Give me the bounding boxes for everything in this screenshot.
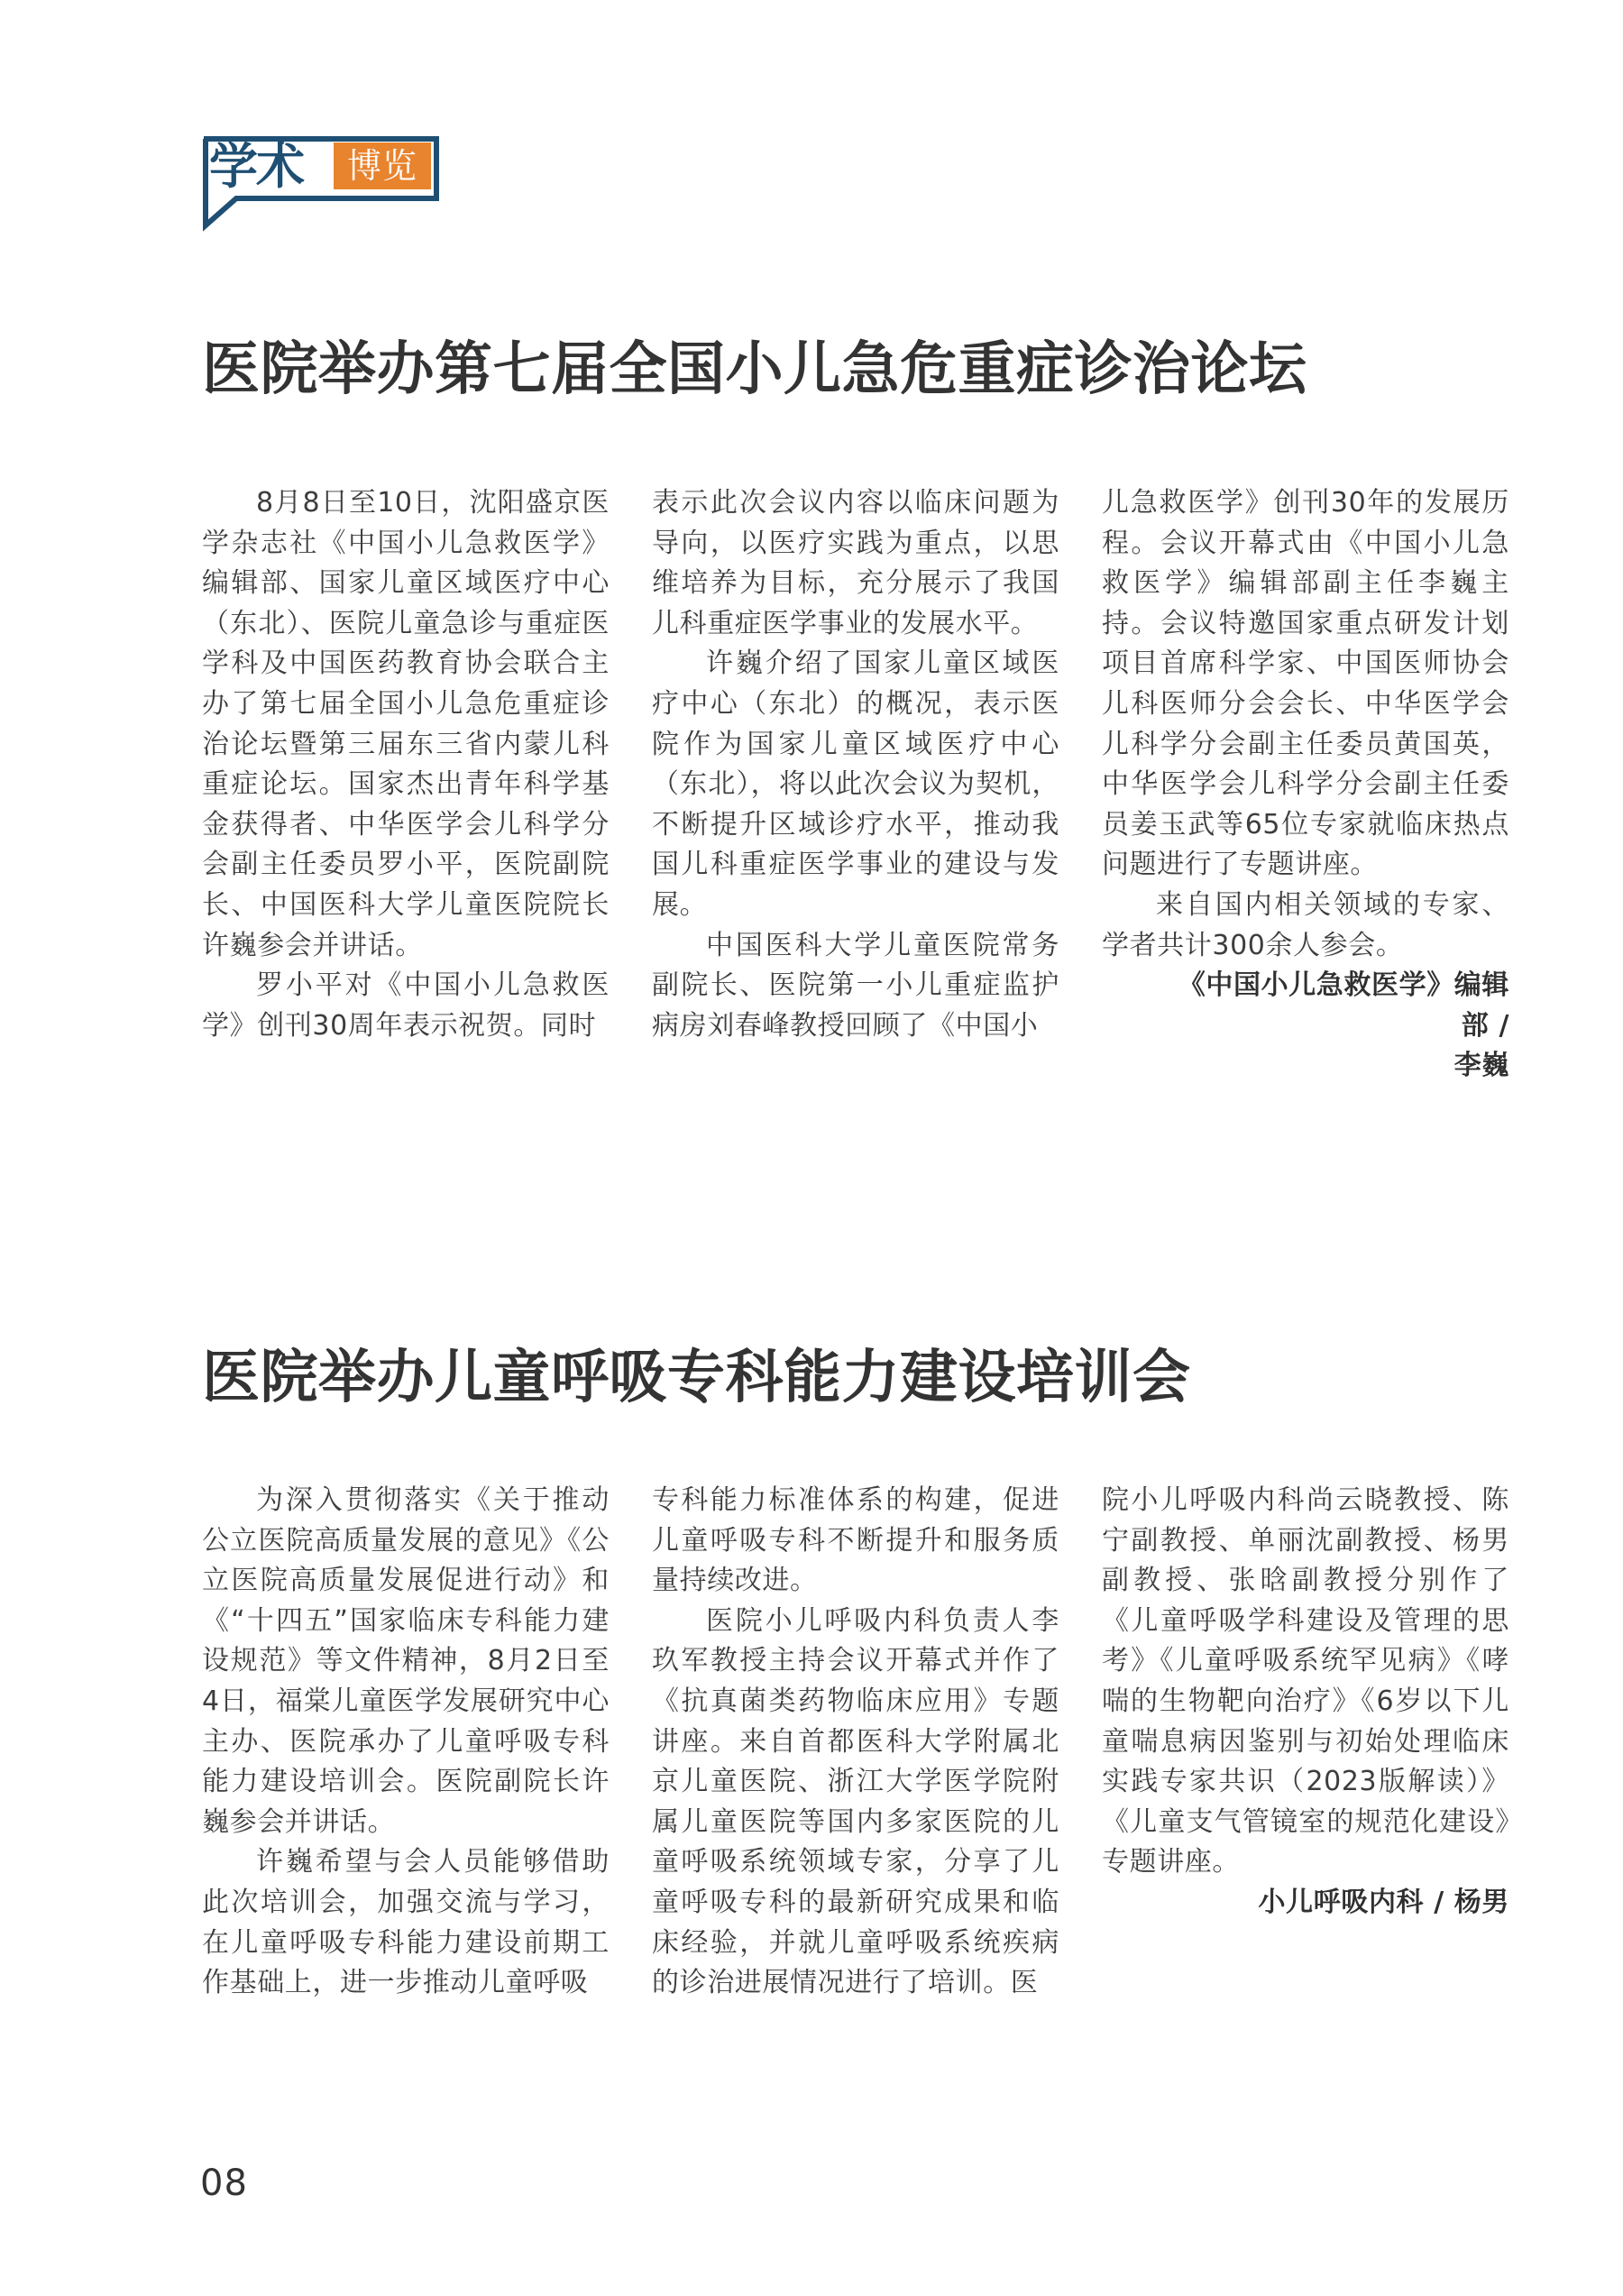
- paragraph: 为深入贯彻落实《关于推动公立医院高质量发展的意见》《公立医院高质量发展促进行动》和《“十四五”国家临床专科能力建设规范》等文件精神，8月2日至4日，福棠儿童医学发展研究中心主办、医院承办了儿童呼吸专科能力建设培训会。医院副院长许巍参会并讲话。: [202, 1484, 610, 1838]
- article-1-column-1: [202, 483, 610, 1046]
- byline: [1102, 966, 1509, 1087]
- article-1-column-2: [652, 483, 1059, 1046]
- paragraph: 罗小平对《中国小儿急救医学》创刊30周年表示祝贺。同时: [202, 969, 610, 1042]
- paragraph: 许巍希望与会人员能够借助此次培训会，加强交流与学习，在儿童呼吸专科能力建设前期工作基础上，进一步推动儿童呼吸: [202, 1846, 610, 1999]
- paragraph: 来自国内相关领域的专家、学者共计300余人参会。: [1102, 888, 1509, 961]
- article-1-column-3: [1102, 483, 1509, 1087]
- byline-line: 小儿呼吸内科 / 杨男: [1258, 1886, 1509, 1918]
- article-2-column-1: [202, 1481, 610, 2004]
- page-number: 08: [200, 2163, 248, 2204]
- article-2-column-3: [1102, 1481, 1509, 1924]
- paragraph: 院小儿呼吸内科尚云晓教授、陈宁副教授、单丽沈副教授、杨男副教授、张晗副教授分别作了《儿童呼吸学科建设及管理的思考》《儿童呼吸系统罕见病》《哮喘的生物靶向治疗》《6岁以下儿童喘息病因鉴别与初始处理临床实践专家共识（2023版解读）》《儿童支气管镜室的规范化建设》专题讲座。: [1102, 1484, 1509, 1878]
- article-title: 医院举办儿童呼吸专科能力建设培训会: [202, 1345, 1191, 1411]
- paragraph: 8月8日至10日，沈阳盛京医学杂志社《中国小儿急救医学》编辑部、国家儿童区域医疗中心（东北）、医院儿童急诊与重症医学科及中国医药教育协会联合主办了第七届全国小儿急危重症诊治论坛暨第三届东三省内蒙儿科重症论坛。国家杰出青年科学基金获得者、中华医学会儿科学分会副主任委员罗小平，医院副院长、中国医科大学儿童医院院长许巍参会并讲话。: [202, 487, 610, 961]
- column-logo: [200, 132, 444, 233]
- paragraph: 医院小儿呼吸内科负责人李玖军教授主持会议开幕式并作了《抗真菌类药物临床应用》专题讲座。来自首都医科大学附属北京儿童医院、浙江大学医学院附属儿童医院等国内多家医院的儿童呼吸系统领域专家，分享了儿童呼吸专科的最新研究成果和临床经验，并就儿童呼吸系统疾病的诊治进展情况进行了培训。医: [652, 1604, 1059, 1999]
- column-logo-sub-text: 博览: [334, 142, 431, 189]
- paragraph: 儿急救医学》创刊30年的发展历程。会议开幕式由《中国小儿急救医学》编辑部副主任李巍主持。会议特邀国家重点研发计划项目首席科学家、中国医师协会儿科医师分会会长、中华医学会儿科学分会副主任委员黄国英，中华医学会儿科学分会副主任委员姜玉武等65位专家就临床热点问题进行了专题讲座。: [1102, 487, 1509, 881]
- article-title: 医院举办第七届全国小儿急危重症诊治论坛: [202, 336, 1307, 403]
- paragraph: 中国医科大学儿童医院常务副院长、医院第一小儿重症监护病房刘春峰教授回顾了《中国小: [652, 929, 1059, 1042]
- paragraph: 表示此次会议内容以临床问题为导向，以医疗实践为重点，以思维培养为目标，充分展示了我国儿科重症医学事业的发展水平。: [652, 487, 1059, 639]
- paragraph: 专科能力标准体系的构建，促进儿童呼吸专科不断提升和服务质量持续改进。: [652, 1484, 1059, 1597]
- column-logo-main-text: 学术: [209, 138, 303, 195]
- byline-line: 《中国小儿急救医学》编辑部 /: [1178, 969, 1509, 1042]
- paragraph: 许巍介绍了国家儿童区域医疗中心（东北）的概况，表示医院作为国家儿童区域医疗中心（东北），将以此次会议为契机，不断提升区域诊疗水平，推动我国儿科重症医学事业的建设与发展。: [652, 647, 1059, 921]
- byline-line: 李巍: [1453, 1050, 1509, 1082]
- article-2-column-2: [652, 1481, 1059, 2004]
- byline: [1102, 1883, 1509, 1924]
